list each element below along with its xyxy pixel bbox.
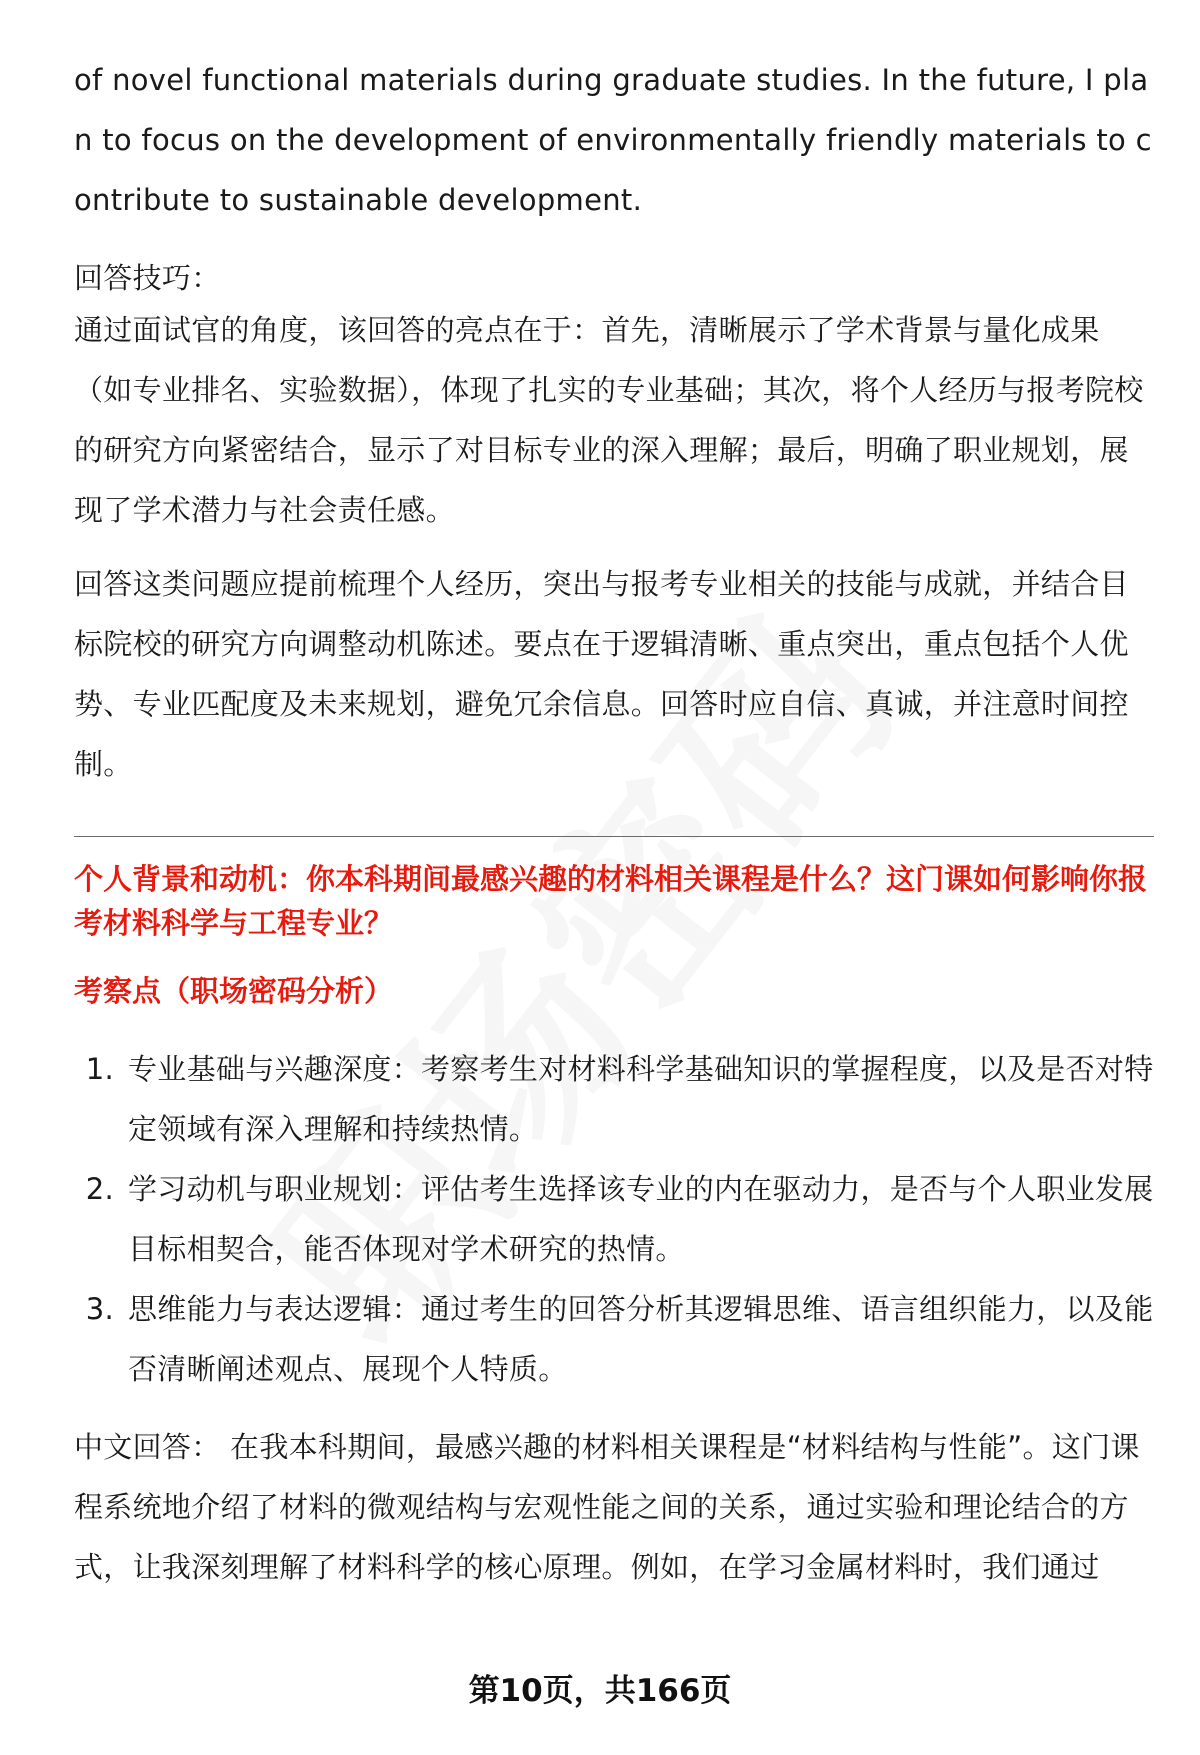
tips-paragraph-2: 回答这类问题应提前梳理个人经历，突出与报考专业相关的技能与成就，并结合目标院校的研究方向调整动机陈述。要点在于逻辑清晰、重点突出，重点包括个人优势、专业匹配度及未来规划，避免冗余信息。回答时应自信、真诚，并注意时间控制。 [74, 567, 1129, 781]
tips-label: 回答技巧： [74, 261, 221, 295]
list-item [74, 1279, 1154, 1399]
list-item-number: 1. [85, 1052, 114, 1086]
question-title: 个人背景和动机：你本科期间最感兴趣的材料相关课程是什么？这门课如何影响你报考材料科学与工程专业？ [74, 862, 1148, 940]
tips-paragraph-1: 通过面试官的角度，该回答的亮点在于：首先，清晰展示了学术背景与量化成果（如专业排名、实验数据），体现了扎实的专业基础；其次，将个人经历与报考院校的研究方向紧密结合，显示了对目标专业的深入理解；最后，明确了职业规划，展现了学术潜力与社会责任感。 [74, 313, 1144, 527]
exam-points-list [74, 1039, 1154, 1399]
list-item-text: 专业基础与兴趣深度：考察考生对材料科学基础知识的掌握程度，以及是否对特定领域有深入理解和持续热情。 [128, 1052, 1154, 1146]
list-item [74, 1159, 1154, 1279]
intro-english-paragraph: of novel functional materials during graduate studies. In the future, I plan to focus on the development of environmentally friendly materials to contribute to sustainable development. [74, 63, 1152, 217]
list-item-number: 2. [85, 1172, 114, 1206]
exam-points-heading: 考察点（职场密码分析） [74, 974, 394, 1008]
chinese-answer-paragraph: 中文回答： 在我本科期间，最感兴趣的材料相关课程是“材料结构与性能”。这门课程系统地介绍了材料的微观结构与宏观性能之间的关系，通过实验和理论结合的方式，让我深刻理解了材料科学的核心原理。例如，在学习金属材料时，我们通过 [74, 1430, 1140, 1584]
section-divider [74, 836, 1154, 837]
page-number-footer: 第10页，共166页 [468, 1673, 732, 1709]
list-item-text: 学习动机与职业规划：评估考生选择该专业的内在驱动力，是否与个人职业发展目标相契合，能否体现对学术研究的热情。 [128, 1172, 1154, 1266]
list-item-number: 3. [85, 1292, 114, 1326]
document-page [74, 50, 1154, 1597]
list-item-text: 思维能力与表达逻辑：通过考生的回答分析其逻辑思维、语言组织能力，以及能否清晰阐述观点、展现个人特质。 [128, 1292, 1154, 1386]
list-item [74, 1039, 1154, 1159]
